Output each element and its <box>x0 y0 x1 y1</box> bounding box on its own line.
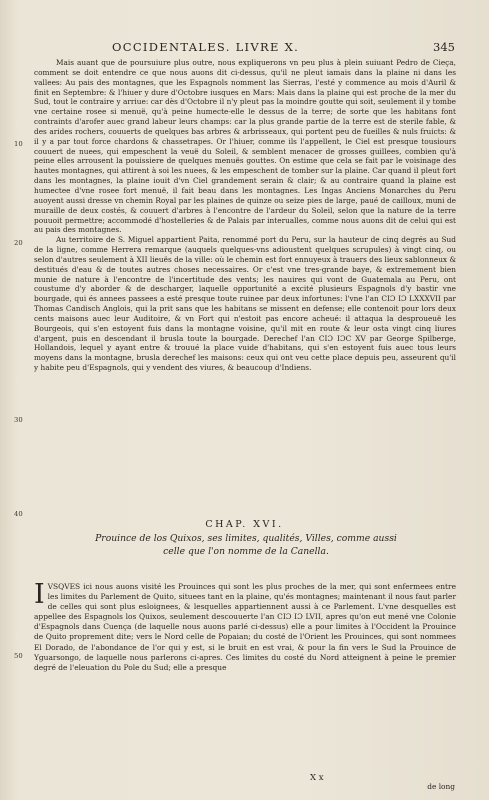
main-text-block <box>34 58 456 373</box>
page-number: 345 <box>433 40 455 54</box>
page-footer <box>0 773 489 797</box>
margin-line-number: 10 <box>14 140 23 148</box>
margin-line-number: 40 <box>14 510 23 518</box>
margin-line-number: 30 <box>14 416 23 424</box>
chapter-heading: CHAP. XVI. <box>205 519 284 530</box>
running-header <box>0 40 489 56</box>
subtitle-line-2: celle que l'on nomme de la Canella. <box>163 545 329 557</box>
paragraph-climate: Mais auant que de poursuiure plus outre, nous expliquerons vn peu plus à plein suiuant Pedro de Cieça, comment se doit entendre ce que nous auons dit ci-dessus, qu'il ne pleut iamais dans la plaine ni dans les vallees: Au pais des montagnes, que les Espagnols nomment las Sierras, l'esté y commence au mois d'Auril & finit en Septembre: & l'hiuer y dure d'Octobre iusques en Mars: Mais dans la plaine qui est proche de la mer du Sud, tout le contraire y arriue: car dès d'Octobre il n'y pleut pas la moindre goutte qui soit, seulement il y tombe vne certaine rosee si menuë, qu'à peine humecte-elle le dessus de la terre; de sorte que les habitans font contraints d'arofer auec grand labeur leurs champs: car la plus grande partie de la terre est de sterile fable, & des arides rochers, couuerts de quelques bas arbres & arbrisseaux, qui portent peu de fueilles & nuls fruicts: & il y a par tout force chardons & chassetrapes. Or l'hiuer, comme ils l'appellent, le Ciel est presque tousiours couuert de nuees, qui empeschent la veuë du Soleil, & semblent menacer de grosses guillees, combien qu'à peine elles arrousent la pouissiere de quelques menuës gouttes. On estime que cela se fait par le voisinage des hautes montagnes, qui attirent à soi les nuees, & les empeschent de tomber sur la plaine. Car quand il pleut fort dans les montagnes, la plaine iouit d'vn Ciel grandement serain & clair; & au contraire quand la plaine est humectee d'vne rosee fort menuë, il fait beau dans les montagnes. Les Ingas Anciens Monarches du Peru auoyent aussi dresse vn chemin Royal par les plaines de quinze ou seize pies de large, paué de cailloux, muni de muraille de deux costés, & couuert d'arbres à l'encontre de l'ardeur du Soleil, selon que la nature de la terre pouuoit permettre; accommodé d'hostelleries & de Palais par interualles, comme nous auons dit de celui qui est au pais des montagnes. <box>34 58 456 235</box>
chapter-text-block <box>34 579 456 673</box>
margin-line-number: 20 <box>14 239 23 247</box>
catchword: de long <box>427 782 455 791</box>
subtitle-line-1: Prouince de los Quixos, ses limites, qualités, Villes, comme aussi <box>95 533 397 544</box>
chapter-subtitle <box>56 533 436 558</box>
margin-line-number: 50 <box>14 652 23 660</box>
running-title: OCCIDENTALES. LIVRE X. <box>112 40 300 54</box>
signature-mark: X x <box>310 773 324 783</box>
paragraph-paita: Au territoire de S. Miguel appartient Paita, renommé port du Peru, sur la hauteur de cinq degrés au Sud de la ligne, comme Herrera remarque (auquels quelques-vns adioustent quelques scrupules) à vingt cinq, ou selon d'autres seulement à XII lieuës de la ville: où le chemin est fort ennuyeux à trauers des lieux sablonneux & destitués d'eau & de toutes autres choses necessaires. Or c'est vne tres-grande baye, & extremement bien munie de nature à l'encontre de l'incertitude des vents; les nauires qui vont de Guatemala au Peru, ont coustume d'y aborder & de descharger, laquelle opportunité a excité plusieurs Espagnols d'y bastir vne bourgade, qui és annees passees a esté presque toute ruinee par deux infortunes: l'vne l'an CIƆ IƆ LXXXVII par Thomas Candisch Anglois, qui la prit sans que les habitans se missent en defense; elle contenoit pour lors deux cents maisons auec leur Auditoire, & vn Fort qui n'estoit pas encore acheué: il attaqua la desproueuë les Bourgeois, qui s'en estoyent fuis dans la montagne voisine, qu'il mit en route & leur osta vingt cinq liures d'argent, puis en descendant il brusla toute la bourgade. Derechef l'an CIƆ IƆC XV par George Spilberge, Hollandois, lequel y ayant entre & trouué la place vuide d'habitans, qui s'en estoyent fuis auec tous leurs moyens dans la montagne, brusla derechef les maisons: ceux qui ont veu cette place depuis peu, asseurent qu'il y habite peu d'Espagnols, qui y vendent des viures, & beaucoup d'Indiens. <box>34 235 456 373</box>
paragraph-quixos: VSQVES ici nous auons visité les Prouinces qui sont les plus proches de la mer, qui sont enfermees entre les limites du Parlement de Quito, situees tant en la plaine, qu'és montagnes; maintenant il nous faut parler de celles qui sont plus esloignees, & lesquelles appartiennent aussi à ce Parlement. L'vne desquelles est appellee des Espagnols los Quixos, seulement descouuerte l'an CIƆ IƆ LVII, apres qu'on eut mené vne Colonie d'Espagnols dans Cuença (de laquelle nous auons parlé ci-dessus) elle a pour limites à l'Occident la Prouince de Quito proprement dite; vers le Nord celle de Popaian; du costé de l'Orient les Prouinces, qui sont nommees El Dorado, de l'abondance de l'or qui y est, si le bruit en est vrai, & pour la fin vers le Sud la Prouince de Yguarsongo, de laquelle nous parlerons ci-apres. Ces limites du costé du Nord atteignent à peine le premier degré de l'eleuation du Pole du Sud; elle a presque <box>34 582 456 672</box>
drop-cap: I <box>34 579 45 610</box>
